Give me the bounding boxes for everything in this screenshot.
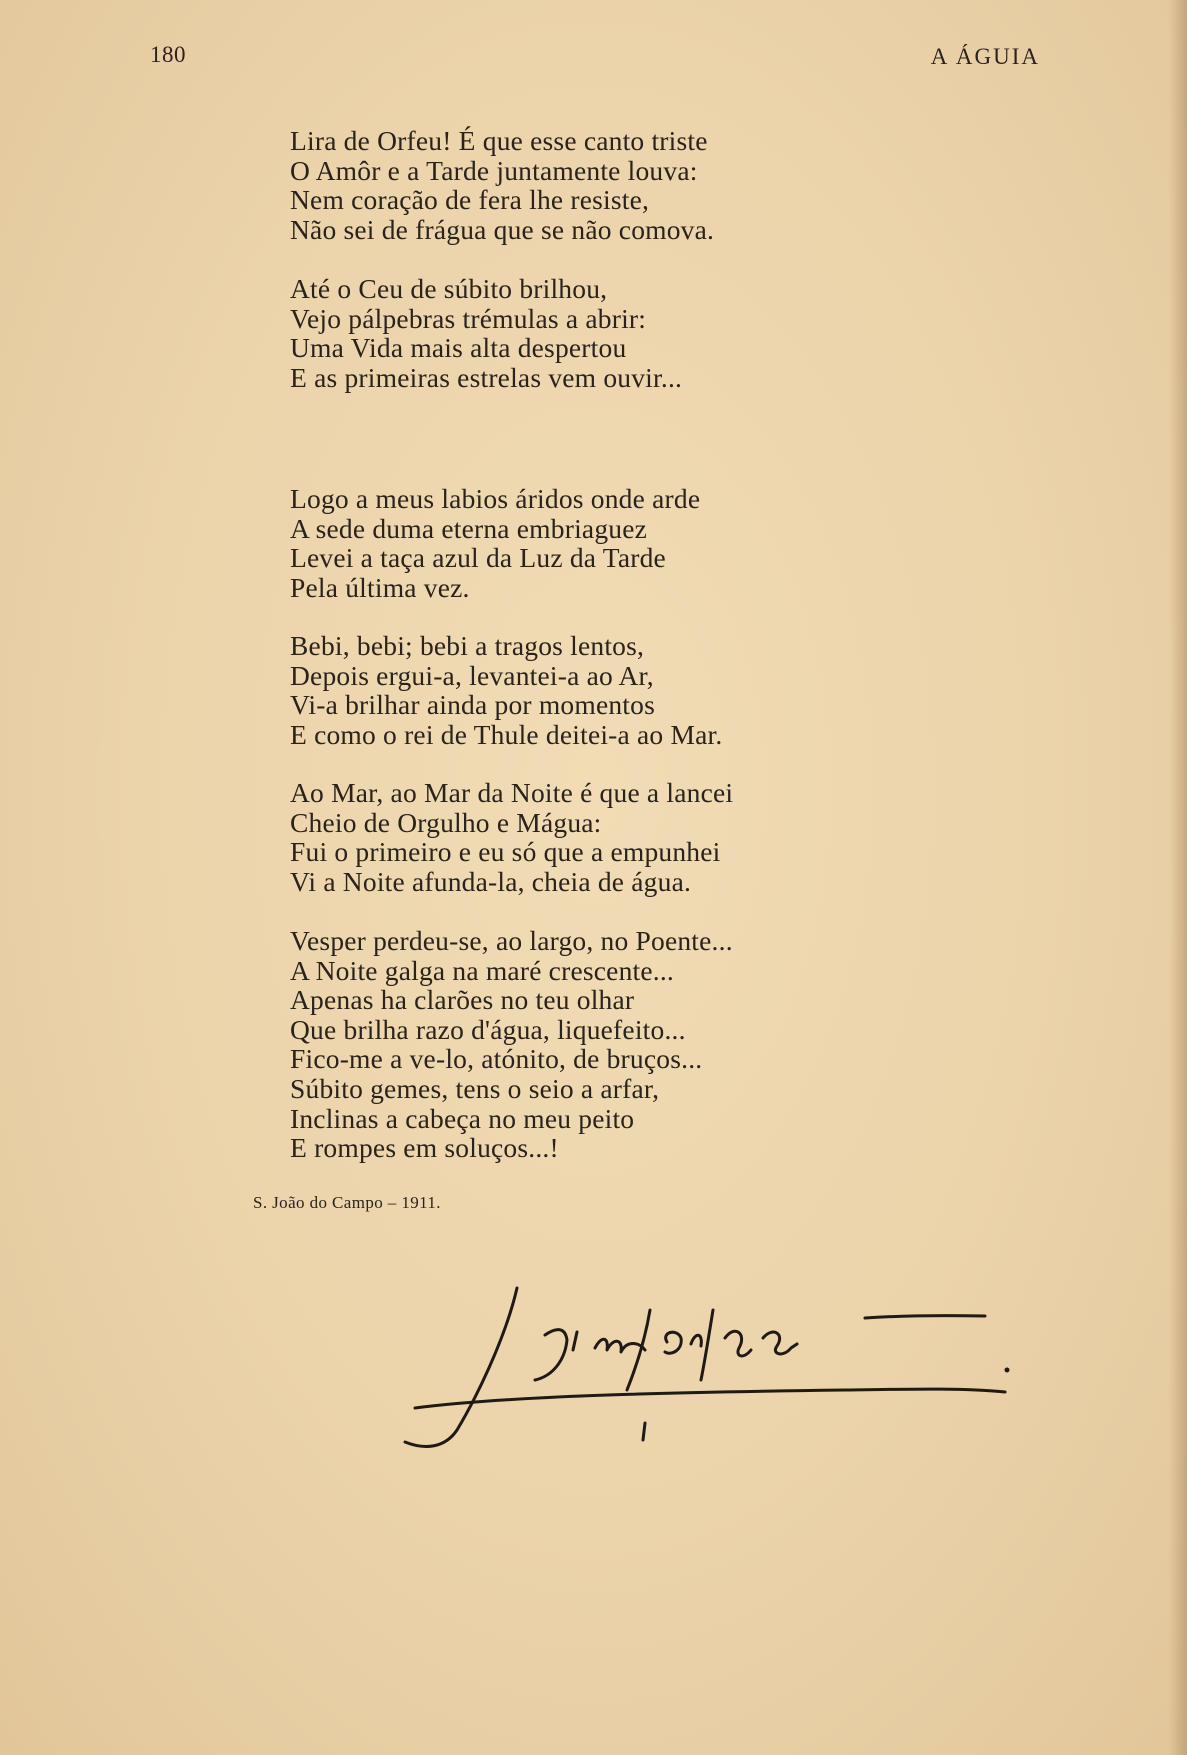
poem-line: E como o rei de Thule deitei-a ao Mar. (290, 718, 723, 750)
poem-line: Não sei de frágua que se não comova. (290, 213, 715, 245)
poem-line: Vejo pálpebras trémulas a abrir: (290, 302, 647, 334)
stanza-1 (290, 126, 714, 244)
page-edge-shadow (1169, 0, 1187, 1755)
poem-line: E as primeiras estrelas vem ouvir... (290, 361, 683, 393)
poem-line: A sede duma eterna embriaguez (290, 512, 648, 544)
place-date-line: S. João do Campo – 1911. (253, 1193, 441, 1212)
poem-line: Vesper perdeu-se, ao largo, no Poente... (290, 925, 733, 956)
stanza-4 (290, 631, 722, 749)
poem-line: Logo a meus labios áridos onde arde (290, 483, 701, 514)
poem-line: Ao Mar, ao Mar da Noite é que a lancei (290, 777, 734, 808)
poem-line: Súbito gemes, tens o seio a arfar, (290, 1072, 660, 1104)
poem-line: Depois ergui-a, levantei-a ao Ar, (290, 659, 654, 691)
poem-line: Uma Vida mais alta despertou (290, 332, 627, 364)
poem-line: Vi a Noite afunda-la, cheia de água. (290, 865, 692, 897)
poem-line: Lira de Orfeu! É que esse canto triste (290, 125, 708, 156)
poem-line: Nem coração de fera lhe resiste, (290, 184, 650, 216)
poem-line: O Amôr e a Tarde juntamente louva: (290, 154, 698, 186)
poem-line: Até o Ceu de súbito brilhou, (290, 273, 608, 304)
stanza-2 (290, 274, 682, 392)
poem-line: Pela última vez. (290, 571, 470, 603)
running-header-title: A ÁGUIA (930, 44, 1040, 69)
poem-line: A Noite galga na maré crescente... (290, 954, 674, 986)
poem-line: Cheio de Orgulho e Mágua: (290, 806, 602, 838)
stanza-6 (290, 926, 733, 1163)
page-number: 180 (150, 42, 186, 67)
poem-line: Bebi, bebi; bebi a tragos lentos, (290, 630, 645, 661)
poem-line: Fico-me a ve-lo, atónito, de bruços... (290, 1043, 703, 1075)
poem-line: Apenas ha clarões no teu olhar (290, 984, 635, 1016)
poem-line: Inclinas a cabeça no meu peito (290, 1102, 635, 1134)
poem-line: Que brilha razo d'água, liquefeito... (290, 1013, 686, 1045)
poem-line: Vi-a brilhar ainda por momentos (290, 689, 656, 721)
poem-line: Fui o primeiro e eu só que a empunhei (290, 836, 721, 868)
stanza-5 (290, 778, 733, 896)
stanza-3 (290, 484, 700, 602)
handwritten-signature (395, 1280, 1035, 1460)
poem-line: Levei a taça azul da Luz da Tarde (290, 542, 666, 574)
poem-line: E rompes em soluços...! (290, 1132, 559, 1164)
